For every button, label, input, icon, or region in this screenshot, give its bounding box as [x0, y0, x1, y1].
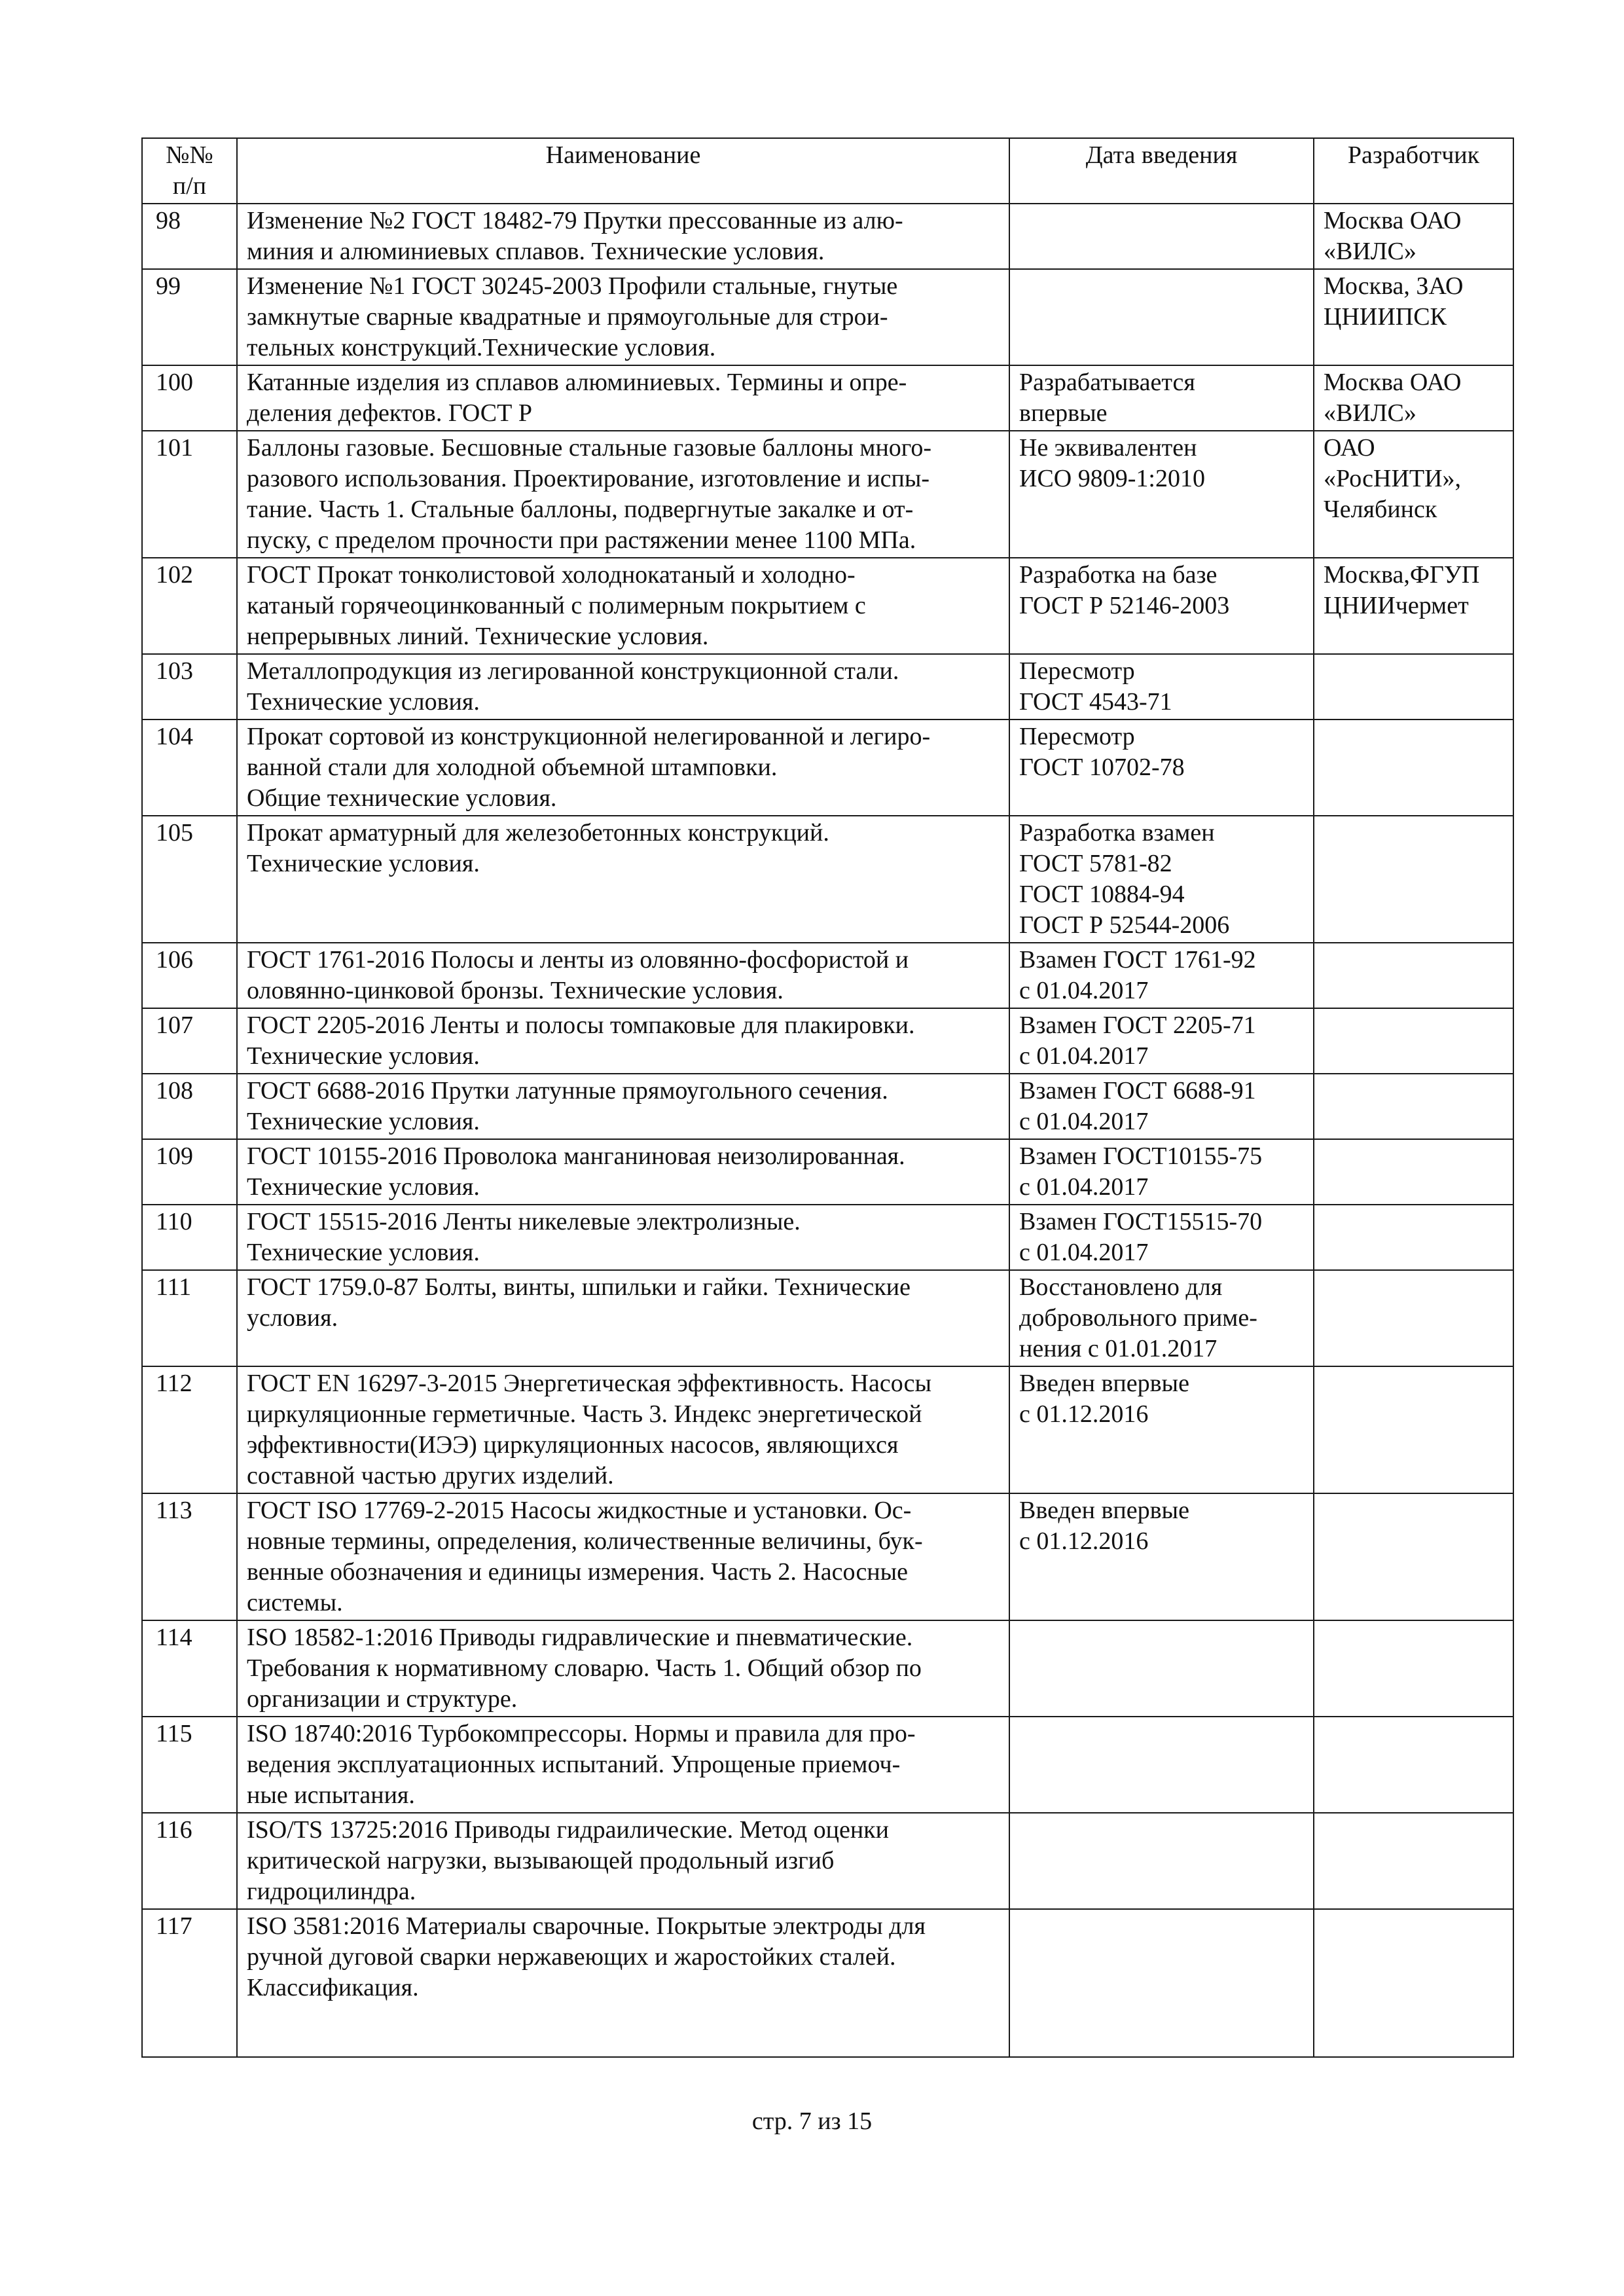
table-row	[142, 1139, 1513, 1205]
cell-developer: Москва ОАО «ВИЛС»	[1314, 204, 1513, 269]
cell-date: Взамен ГОСТ 1761-92 с 01.04.2017	[1009, 943, 1314, 1008]
cell-date: Взамен ГОСТ10155-75 с 01.04.2017	[1009, 1139, 1314, 1205]
cell-date: Взамен ГОСТ15515-70 с 01.04.2017	[1009, 1205, 1314, 1270]
cell-name: Изменение №2 ГОСТ 18482-79 Прутки прессованные из алю- миния и алюминиевых сплавов. Технические условия.	[237, 204, 1009, 269]
cell-date	[1009, 1909, 1314, 2057]
standards-table	[141, 137, 1514, 2058]
cell-num: 109	[142, 1139, 237, 1205]
cell-name: ГОСТ 2205-2016 Ленты и полосы томпаковые для плакировки. Технические условия.	[237, 1008, 1009, 1074]
cell-developer	[1314, 1493, 1513, 1620]
cell-date	[1009, 1620, 1314, 1717]
cell-date: Пересмотр ГОСТ 10702-78	[1009, 720, 1314, 816]
cell-name: ISO 18582-1:2016 Приводы гидравлические и пневматические. Требования к нормативному словарю. Часть 1. Общий обзор по организации и структуре.	[237, 1620, 1009, 1717]
table-row	[142, 431, 1513, 558]
cell-developer	[1314, 1139, 1513, 1205]
cell-name: ГОСТ 1761-2016 Полосы и ленты из оловянно-фосфористой и оловянно-цинковой бронзы. Технические условия.	[237, 943, 1009, 1008]
cell-num: 111	[142, 1270, 237, 1366]
cell-developer	[1314, 1813, 1513, 1909]
cell-date: Восстановлено для добровольного приме- нения с 01.01.2017	[1009, 1270, 1314, 1366]
cell-developer: ОАО «РосНИТИ», Челябинск	[1314, 431, 1513, 558]
cell-num: 105	[142, 816, 237, 943]
table-row	[142, 1493, 1513, 1620]
cell-num: 99	[142, 269, 237, 365]
header-developer: Разработчик	[1314, 138, 1513, 204]
cell-name: ГОСТ 10155-2016 Проволока манганиновая неизолированная. Технические условия.	[237, 1139, 1009, 1205]
cell-num: 112	[142, 1366, 237, 1493]
cell-developer	[1314, 1620, 1513, 1717]
cell-developer	[1314, 943, 1513, 1008]
cell-num: 108	[142, 1074, 237, 1139]
cell-num: 116	[142, 1813, 237, 1909]
cell-num: 117	[142, 1909, 237, 2057]
cell-date	[1009, 1717, 1314, 1813]
cell-date: Не эквивалентен ИСО 9809-1:2010	[1009, 431, 1314, 558]
cell-name: ISO 18740:2016 Турбокомпрессоры. Нормы и правила для про- ведения эксплуатационных испытаний. Упрощеные приемоч- ные испытания.	[237, 1717, 1009, 1813]
cell-date	[1009, 204, 1314, 269]
cell-name: ГОСТ 1759.0-87 Болты, винты, шпильки и гайки. Технические условия.	[237, 1270, 1009, 1366]
cell-num: 98	[142, 204, 237, 269]
cell-date: Разработка на базе ГОСТ Р 52146-2003	[1009, 558, 1314, 654]
cell-name: ГОСТ 15515-2016 Ленты никелевые электролизные. Технические условия.	[237, 1205, 1009, 1270]
table-row	[142, 1813, 1513, 1909]
table-row	[142, 1717, 1513, 1813]
cell-name: ГОСТ Прокат тонколистовой холоднокатаный и холодно- катаный горячеоцинкованный с полимерным покрытием с непрерывных линий. Технические условия.	[237, 558, 1009, 654]
cell-date: Взамен ГОСТ 2205-71 с 01.04.2017	[1009, 1008, 1314, 1074]
cell-name: Изменение №1 ГОСТ 30245-2003 Профили стальные, гнутые замкнутые сварные квадратные и прямоугольные для строи- тельных конструкций.Технические условия.	[237, 269, 1009, 365]
header-name: Наименование	[237, 138, 1009, 204]
table-row	[142, 1205, 1513, 1270]
cell-developer	[1314, 1205, 1513, 1270]
cell-name: Баллоны газовые. Бесшовные стальные газовые баллоны много- разового использования. Проектирование, изготовление и испы- тание. Часть 1. Стальные баллоны, подвергнутые закалке и от- пуску, с пределом прочности при растяжении менее 1100 МПа.	[237, 431, 1009, 558]
cell-num: 102	[142, 558, 237, 654]
cell-developer	[1314, 1008, 1513, 1074]
cell-date: Введен впервые с 01.12.2016	[1009, 1493, 1314, 1620]
cell-name: Металлопродукция из легированной конструкционной стали. Технические условия.	[237, 654, 1009, 720]
cell-num: 104	[142, 720, 237, 816]
cell-num: 106	[142, 943, 237, 1008]
table-row	[142, 365, 1513, 431]
table-header-row	[142, 138, 1513, 204]
cell-developer	[1314, 1366, 1513, 1493]
cell-name: Прокат сортовой из конструкционной нелегированной и легиро- ванной стали для холодной объемной штамповки. Общие технические условия.	[237, 720, 1009, 816]
cell-num: 113	[142, 1493, 237, 1620]
table-row	[142, 204, 1513, 269]
cell-name: ISO 3581:2016 Материалы сварочные. Покрытые электроды для ручной дуговой сварки нержавеющих и жаростойких сталей. Классификация.	[237, 1909, 1009, 2057]
cell-num: 101	[142, 431, 237, 558]
page-number: стр. 7 из 15	[751, 2107, 873, 2135]
table-row	[142, 1366, 1513, 1493]
cell-name: ГОСТ EN 16297-3-2015 Энергетическая эффективность. Насосы циркуляционные герметичные. Часть 3. Индекс энергетической эффективности(ИЭЭ) циркуляционных насосов, являющихся составной частью других изделий.	[237, 1366, 1009, 1493]
cell-num: 107	[142, 1008, 237, 1074]
table-row	[142, 1909, 1513, 2057]
cell-developer	[1314, 1909, 1513, 2057]
table-row	[142, 1074, 1513, 1139]
cell-name: Прокат арматурный для железобетонных конструкций. Технические условия.	[237, 816, 1009, 943]
cell-num: 115	[142, 1717, 237, 1813]
cell-name: Катанные изделия из сплавов алюминиевых. Термины и опре- деления дефектов. ГОСТ Р	[237, 365, 1009, 431]
cell-name: ISO/TS 13725:2016 Приводы гидраилические. Метод оценки критической нагрузки, вызывающей продольный изгиб гидроцилиндра.	[237, 1813, 1009, 1909]
header-num: №№ п/п	[142, 138, 237, 204]
cell-num: 110	[142, 1205, 237, 1270]
cell-date: Пересмотр ГОСТ 4543-71	[1009, 654, 1314, 720]
cell-developer: Москва ОАО «ВИЛС»	[1314, 365, 1513, 431]
cell-developer	[1314, 1270, 1513, 1366]
table-row	[142, 720, 1513, 816]
header-date: Дата введения	[1009, 138, 1314, 204]
cell-date: Взамен ГОСТ 6688-91 с 01.04.2017	[1009, 1074, 1314, 1139]
cell-num: 103	[142, 654, 237, 720]
table-row	[142, 1270, 1513, 1366]
table-row	[142, 943, 1513, 1008]
table-row	[142, 558, 1513, 654]
table-row	[142, 816, 1513, 943]
cell-developer	[1314, 816, 1513, 943]
cell-developer	[1314, 720, 1513, 816]
cell-developer: Москва, ЗАО ЦНИИПСК	[1314, 269, 1513, 365]
table-row	[142, 269, 1513, 365]
cell-date: Разработка взамен ГОСТ 5781-82 ГОСТ 10884-94 ГОСТ Р 52544-2006	[1009, 816, 1314, 943]
table-row	[142, 654, 1513, 720]
cell-developer	[1314, 654, 1513, 720]
cell-developer	[1314, 1717, 1513, 1813]
table-row	[142, 1620, 1513, 1717]
cell-date: Разрабатывается впервые	[1009, 365, 1314, 431]
cell-date	[1009, 1813, 1314, 1909]
cell-developer	[1314, 1074, 1513, 1139]
cell-date	[1009, 269, 1314, 365]
table-body	[142, 204, 1513, 2057]
cell-num: 100	[142, 365, 237, 431]
cell-num: 114	[142, 1620, 237, 1717]
cell-name: ГОСТ 6688-2016 Прутки латунные прямоугольного сечения. Технические условия.	[237, 1074, 1009, 1139]
cell-date: Введен впервые с 01.12.2016	[1009, 1366, 1314, 1493]
table-row	[142, 1008, 1513, 1074]
cell-name: ГОСТ ISO 17769-2-2015 Насосы жидкостные и установки. Ос- новные термины, определения, количественные величины, бук- венные обозначения и единицы измерения. Часть 2. Насосные системы.	[237, 1493, 1009, 1620]
cell-developer: Москва,ФГУП ЦНИИчермет	[1314, 558, 1513, 654]
